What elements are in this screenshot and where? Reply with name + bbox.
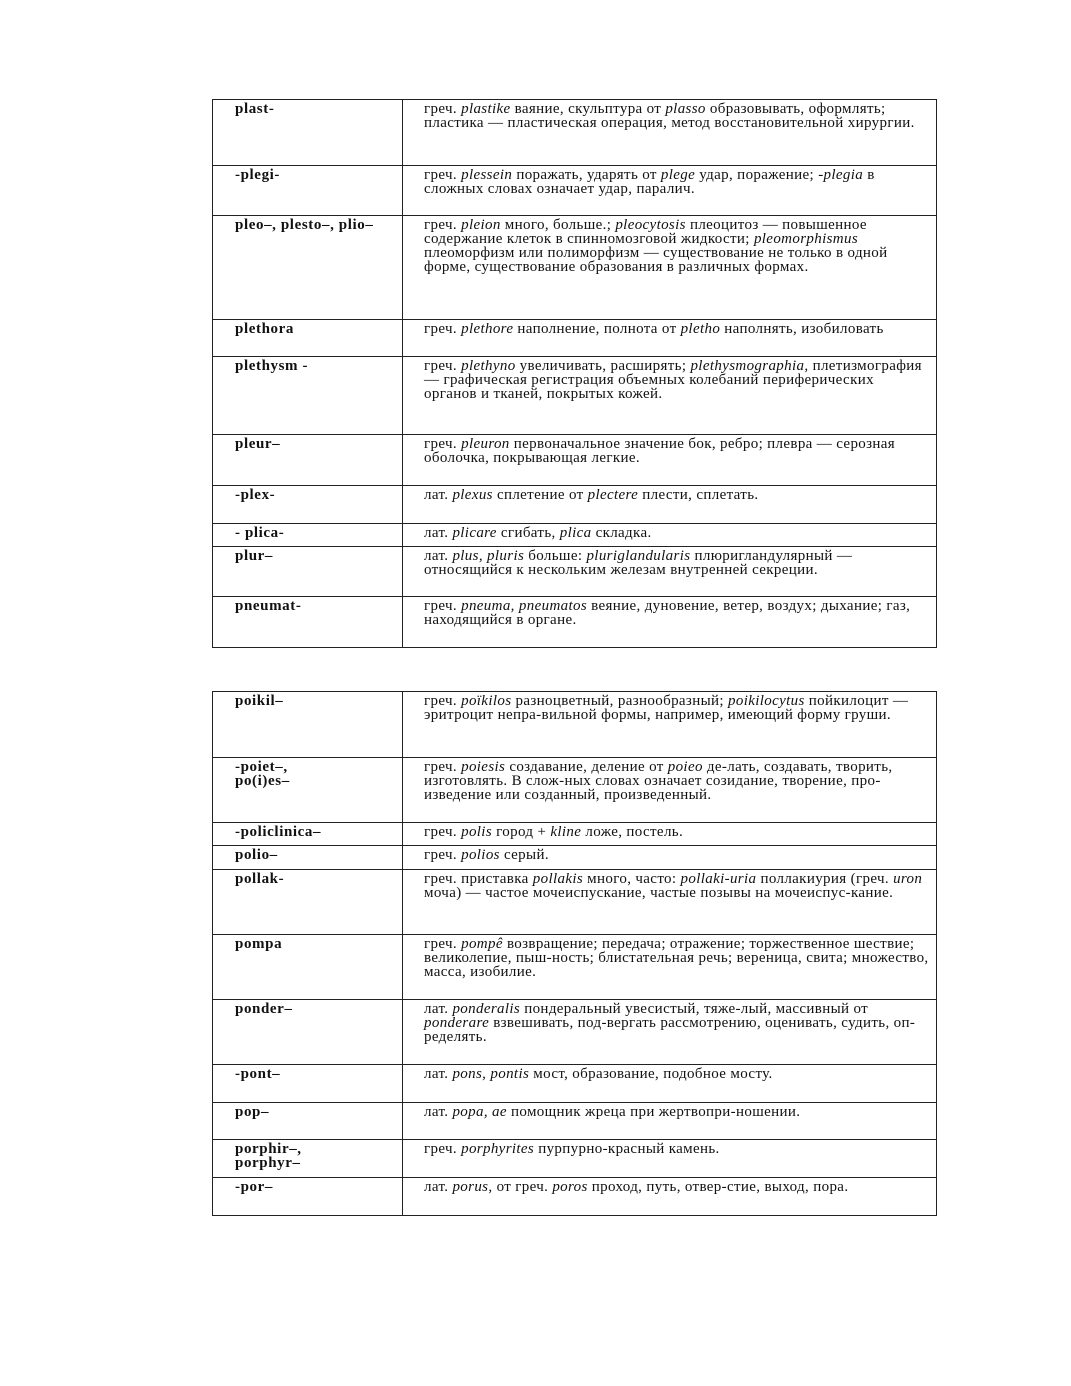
definition-text: взвешивать, под-вергать рассмотрению, оценивать, судить, оп-ределять. bbox=[424, 1014, 916, 1045]
definition-text: удар, поражение; bbox=[695, 167, 819, 183]
definition-term-italic: pleuron bbox=[461, 436, 510, 452]
definition-text: больше: bbox=[524, 548, 587, 564]
definition-term-italic: poikilocytus bbox=[728, 693, 805, 709]
definition-text: плетизмография — графическая регистрация объемных колебаний периферических органов и тканей, покрытых кожей. bbox=[424, 358, 922, 402]
definition-text: пойкилоцит — эритроцит непра-вильной формы, например, имеющий форму груши. bbox=[424, 693, 909, 723]
definition-term-italic: plus, pluris bbox=[452, 548, 525, 564]
definition-cell bbox=[403, 758, 937, 823]
definition-text: возвращение; передача; отражение; торжественное шествие; великолепие, пыш-ность; блистательная речь; вереница, свита; множество, масса, изобилие. bbox=[424, 936, 929, 980]
definition-text: складка. bbox=[591, 525, 652, 541]
definition-term-italic: uron bbox=[893, 871, 923, 887]
definition-cell bbox=[403, 486, 937, 524]
definition-text: сплетение от bbox=[492, 487, 588, 503]
definition-text: наполнять, изобиловать bbox=[720, 321, 884, 337]
definition-term-italic: ponderalis bbox=[452, 1001, 521, 1017]
table-row bbox=[213, 823, 937, 846]
definition-cell bbox=[403, 1065, 937, 1103]
definition-text: греч. bbox=[424, 101, 462, 117]
definition-term-italic: porus, bbox=[452, 1179, 493, 1195]
term-cell bbox=[213, 597, 403, 648]
definition-term-italic: plethyno bbox=[461, 358, 516, 374]
term-label: pop– bbox=[235, 1104, 270, 1120]
definition-text: плюригландулярный — относящийся к нескольким железам внутренней секреции. bbox=[424, 548, 853, 578]
term-cell bbox=[213, 357, 403, 435]
definition-text: веяние, дуновение, ветер, воздух; дыхание; газ, находящийся в органе. bbox=[424, 598, 911, 628]
definition-term-italic: kline bbox=[550, 824, 582, 840]
definition-cell bbox=[403, 1103, 937, 1140]
definition-term-italic: plicare bbox=[452, 525, 497, 541]
table-row bbox=[213, 1103, 937, 1140]
term-label: pneumat- bbox=[235, 598, 302, 614]
term-cell bbox=[213, 547, 403, 597]
table-row bbox=[213, 1065, 937, 1103]
glossary-table-1 bbox=[212, 99, 937, 648]
definition-text: греч. bbox=[424, 1141, 462, 1157]
definition-term-italic: pluriglandularis bbox=[586, 548, 691, 564]
definition-term-italic: -plegia bbox=[818, 167, 864, 183]
term-label: ponder– bbox=[235, 1001, 293, 1017]
definition-text: создавание, деление от bbox=[505, 759, 668, 775]
definition-text: серый. bbox=[499, 847, 549, 863]
term-cell bbox=[213, 1000, 403, 1065]
definition-term-italic: poros bbox=[552, 1179, 588, 1195]
term-label: -plex- bbox=[235, 487, 276, 503]
definition-text: греч. bbox=[424, 436, 462, 452]
term-cell bbox=[213, 216, 403, 320]
definition-term-italic: pompê bbox=[461, 936, 503, 952]
definition-text: ложе, постель. bbox=[581, 824, 684, 840]
table-row bbox=[213, 1000, 937, 1065]
definition-term-italic: pollakis bbox=[532, 871, 584, 887]
definition-text: много, часто: bbox=[583, 871, 681, 887]
definition-text: плеоцитоз — повышенное содержание клеток в спинномозговой жидкости; bbox=[424, 217, 867, 247]
term-cell bbox=[213, 435, 403, 486]
definition-text: греч. bbox=[424, 824, 462, 840]
definition-text: много, больше.; bbox=[500, 217, 616, 233]
term-cell bbox=[213, 846, 403, 870]
term-cell bbox=[213, 758, 403, 823]
definition-cell bbox=[403, 1178, 937, 1216]
definition-text: пондеральный увесистый, тяже-лый, массивный от bbox=[520, 1001, 869, 1017]
term-cell bbox=[213, 692, 403, 758]
definition-cell bbox=[403, 823, 937, 846]
definition-term-italic: porphyrites bbox=[461, 1141, 535, 1157]
term-label: -pont– bbox=[235, 1066, 281, 1082]
table-row bbox=[213, 846, 937, 870]
definition-cell bbox=[403, 870, 937, 935]
definition-text: греч. приставка bbox=[424, 871, 533, 887]
definition-term-italic: pleion bbox=[461, 217, 501, 233]
definition-text: поражать, ударять от bbox=[512, 167, 661, 183]
definition-text: плеоморфизм или полиморфизм — существование не только в одной форме, существование образования в различных формах. bbox=[424, 244, 888, 275]
table-row bbox=[213, 320, 937, 357]
definition-text: первоначальное значение бок, ребро; плевра — серозная оболочка, покрывающая легкие. bbox=[424, 436, 896, 466]
table-row bbox=[213, 524, 937, 547]
table-row bbox=[213, 166, 937, 216]
term-label: porphir–, porphyr– bbox=[235, 1141, 302, 1171]
table-row bbox=[213, 1140, 937, 1178]
definition-text: наполнение, полнота от bbox=[513, 321, 681, 337]
table-row bbox=[213, 100, 937, 166]
table-row bbox=[213, 935, 937, 1000]
term-label: plethysm - bbox=[235, 358, 309, 374]
definition-term-italic: plethore bbox=[461, 321, 514, 337]
table-row bbox=[213, 692, 937, 758]
term-label: -poiet–, po(i)es– bbox=[235, 759, 290, 789]
term-cell bbox=[213, 1140, 403, 1178]
term-label: pompa bbox=[235, 936, 283, 952]
definition-cell bbox=[403, 100, 937, 166]
definition-cell bbox=[403, 846, 937, 870]
term-cell bbox=[213, 870, 403, 935]
definition-text: город + bbox=[492, 824, 551, 840]
table-row bbox=[213, 597, 937, 648]
table-row bbox=[213, 216, 937, 320]
definition-cell bbox=[403, 166, 937, 216]
definition-term-italic: poïkilos bbox=[461, 693, 512, 709]
term-label: pleur– bbox=[235, 436, 281, 452]
definition-text: греч. bbox=[424, 217, 462, 233]
definition-text: лат. bbox=[424, 1179, 453, 1195]
definition-cell bbox=[403, 357, 937, 435]
definition-text: лат. bbox=[424, 1104, 453, 1120]
definition-cell bbox=[403, 692, 937, 758]
definition-term-italic: plastike bbox=[461, 101, 511, 117]
definition-term-italic: pneuma, pneumatos bbox=[461, 598, 588, 614]
definition-text: де-лать, создавать, творить, изготовлять. В слож-ных словах означает созидание, творение, про-изведение или созданный, произведенный. bbox=[424, 759, 893, 803]
definition-term-italic: polis bbox=[461, 824, 493, 840]
term-cell bbox=[213, 524, 403, 547]
definition-cell bbox=[403, 435, 937, 486]
term-cell bbox=[213, 823, 403, 846]
definition-term-italic: plexus bbox=[452, 487, 493, 503]
definition-term-italic: pleocytosis bbox=[615, 217, 686, 233]
definition-text: проход, путь, отвер-стие, выход, пора. bbox=[587, 1179, 849, 1195]
definition-text: греч. bbox=[424, 693, 462, 709]
definition-text: разноцветный, разнообразный; bbox=[511, 693, 729, 709]
term-label: pleo–, plesto–, plio– bbox=[235, 217, 374, 233]
definition-term-italic: pons, pontis bbox=[452, 1066, 530, 1082]
term-label: -plegi- bbox=[235, 167, 281, 183]
definition-text: от греч. bbox=[492, 1179, 553, 1195]
definition-text: помощник жреца при жертвопри-ношении. bbox=[506, 1104, 801, 1120]
term-cell bbox=[213, 935, 403, 1000]
definition-text: ваяние, скульптура от bbox=[510, 101, 666, 117]
definition-text: лат. bbox=[424, 548, 453, 564]
definition-text: моча) — частое мочеиспускание, частые позывы на мочеиспус-кание. bbox=[424, 884, 894, 901]
definition-text: образовывать, оформлять; пластика — пластическая операция, метод восстановительной хирургии. bbox=[424, 101, 915, 131]
definition-term-italic: pleomorphismus bbox=[753, 230, 859, 247]
definition-term-italic: pollaki-uria bbox=[680, 871, 757, 887]
definition-cell bbox=[403, 216, 937, 320]
term-label: plethora bbox=[235, 321, 294, 337]
term-cell bbox=[213, 486, 403, 524]
definition-term-italic: plica bbox=[559, 525, 592, 541]
term-label: -policlinica– bbox=[235, 824, 322, 840]
definition-text: сгибать, bbox=[496, 525, 560, 541]
definition-text: увеличивать, расширять; bbox=[515, 358, 691, 374]
term-label: -por– bbox=[235, 1179, 273, 1195]
table-row bbox=[213, 486, 937, 524]
term-label: plur– bbox=[235, 548, 274, 564]
table-row bbox=[213, 1178, 937, 1216]
definition-text: греч. bbox=[424, 598, 462, 614]
definition-text: поллакиурия (греч. bbox=[756, 871, 894, 887]
glossary-table-2 bbox=[212, 691, 937, 1216]
definition-term-italic: polios bbox=[461, 847, 500, 863]
definition-text: мост, образование, подобное мосту. bbox=[529, 1066, 773, 1082]
table-row bbox=[213, 870, 937, 935]
definition-text: греч. bbox=[424, 167, 462, 183]
definition-text: пурпурно-красный камень. bbox=[534, 1141, 720, 1157]
term-label: polio– bbox=[235, 847, 278, 863]
definition-text: греч. bbox=[424, 936, 462, 952]
term-label: poikil– bbox=[235, 693, 284, 709]
term-label: plast- bbox=[235, 101, 275, 117]
definition-text: лат. bbox=[424, 525, 453, 541]
definition-text: лат. bbox=[424, 1001, 453, 1017]
term-cell bbox=[213, 1103, 403, 1140]
definition-cell bbox=[403, 547, 937, 597]
definition-text: греч. bbox=[424, 358, 462, 374]
definition-cell bbox=[403, 320, 937, 357]
definition-term-italic: plectere bbox=[587, 487, 639, 503]
glossary-table-2-body bbox=[213, 692, 937, 1216]
table-row bbox=[213, 758, 937, 823]
term-cell bbox=[213, 1065, 403, 1103]
definition-cell bbox=[403, 524, 937, 547]
definition-text: греч. bbox=[424, 321, 462, 337]
definition-term-italic: plethysmographia, bbox=[690, 358, 809, 374]
table-row bbox=[213, 357, 937, 435]
definition-term-italic: popa, ae bbox=[452, 1104, 507, 1120]
definition-text: плести, сплетать. bbox=[638, 487, 759, 503]
term-label: pollak- bbox=[235, 871, 285, 887]
term-label: - plica- bbox=[235, 525, 285, 541]
table-row bbox=[213, 547, 937, 597]
definition-text: лат. bbox=[424, 487, 453, 503]
term-cell bbox=[213, 100, 403, 166]
definition-cell bbox=[403, 935, 937, 1000]
definition-term-italic: poiesis bbox=[461, 759, 506, 775]
term-cell bbox=[213, 166, 403, 216]
definition-text: греч. bbox=[424, 847, 462, 863]
definition-term-italic: plessein bbox=[461, 167, 513, 183]
glossary-table-1-body bbox=[213, 100, 937, 648]
definition-text: в сложных словах означает удар, паралич. bbox=[424, 167, 875, 197]
definition-term-italic: plasso bbox=[665, 101, 706, 117]
term-cell bbox=[213, 1178, 403, 1216]
definition-cell bbox=[403, 1140, 937, 1178]
definition-text: греч. bbox=[424, 759, 462, 775]
definition-cell bbox=[403, 1000, 937, 1065]
term-cell bbox=[213, 320, 403, 357]
definition-term-italic: poieo bbox=[667, 759, 703, 775]
definition-text: лат. bbox=[424, 1066, 453, 1082]
definition-term-italic: pletho bbox=[680, 321, 721, 337]
definition-term-italic: plege bbox=[660, 167, 696, 183]
table-row bbox=[213, 435, 937, 486]
definition-term-italic: ponderare bbox=[424, 1014, 490, 1031]
definition-cell bbox=[403, 597, 937, 648]
